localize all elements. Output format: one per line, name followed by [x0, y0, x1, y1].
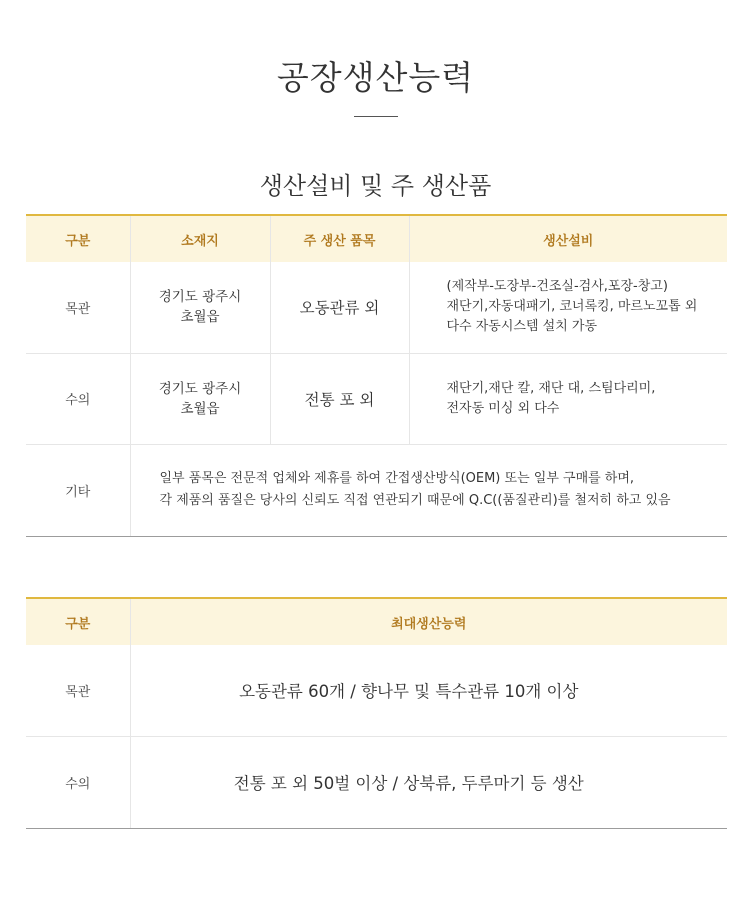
table-row: [26, 353, 727, 444]
capacity-header-row: [26, 598, 727, 645]
page-title: 공장생산능력: [276, 58, 475, 97]
header-location: 소재지: [130, 215, 270, 262]
row-capacity: 전통 포 외 50벌 이상 / 상북류, 두루마기 등 생산: [130, 736, 727, 828]
row-category: 수의: [26, 353, 130, 444]
row-location: [130, 262, 270, 353]
table-row: [26, 645, 727, 736]
location-line: 초월읍: [180, 400, 220, 417]
table-row: [26, 736, 727, 828]
equipment-line: 다수 자동시스템 설치 가동: [446, 319, 598, 335]
facilities-header-row: [26, 215, 727, 262]
row-product: 오동관류 외: [270, 262, 409, 353]
row-category: 목관: [26, 262, 130, 353]
etc-line: 일부 품목은 전문적 업체와 제휴를 하여 간접생산방식(OEM) 또는 일부 구매를 하며,: [159, 471, 635, 486]
equipment-line: 재단기,자동대패기, 코너록킹, 마르노꼬톱 외: [446, 299, 698, 315]
etc-line: 각 제품의 품질은 당사의 신뢰도 직접 연관되기 때문에 Q.C((품질관리)를 철저히 하고 있음: [159, 493, 671, 508]
table-row: [26, 262, 727, 353]
row-equipment: [409, 353, 727, 444]
row-location: [130, 353, 270, 444]
etc-note: [130, 444, 727, 536]
equipment-line: 재단기,재단 칼, 재단 대, 스팀다리미,: [446, 380, 656, 396]
header-product: 주 생산 품목: [270, 215, 409, 262]
row-equipment: [409, 262, 727, 353]
header-max-capacity: 최대생산능력: [130, 598, 727, 645]
section-title: 생산설비 및 주 생산품: [259, 172, 492, 200]
row-category: 목관: [26, 645, 130, 736]
title-divider: [354, 116, 398, 117]
header-equipment: 생산설비: [409, 215, 727, 262]
location-line: 경기도 광주시: [158, 289, 242, 306]
table-row-etc: [26, 444, 727, 536]
facilities-table: [26, 214, 727, 537]
equipment-line: 전자동 미싱 외 다수: [446, 400, 560, 416]
row-product: 전통 포 외: [270, 353, 409, 444]
header-category: 구분: [26, 598, 130, 645]
location-line: 경기도 광주시: [158, 380, 242, 397]
row-category: 수의: [26, 736, 130, 828]
header-category: 구분: [26, 215, 130, 262]
equipment-line: (제작부-도장부-건조실-검사,포장-창고): [446, 279, 668, 295]
row-category: 기타: [26, 444, 130, 536]
location-line: 초월읍: [180, 309, 220, 326]
capacity-table: [26, 597, 727, 829]
row-capacity: 오동관류 60개 / 향나무 및 특수관류 10개 이상: [130, 645, 727, 736]
